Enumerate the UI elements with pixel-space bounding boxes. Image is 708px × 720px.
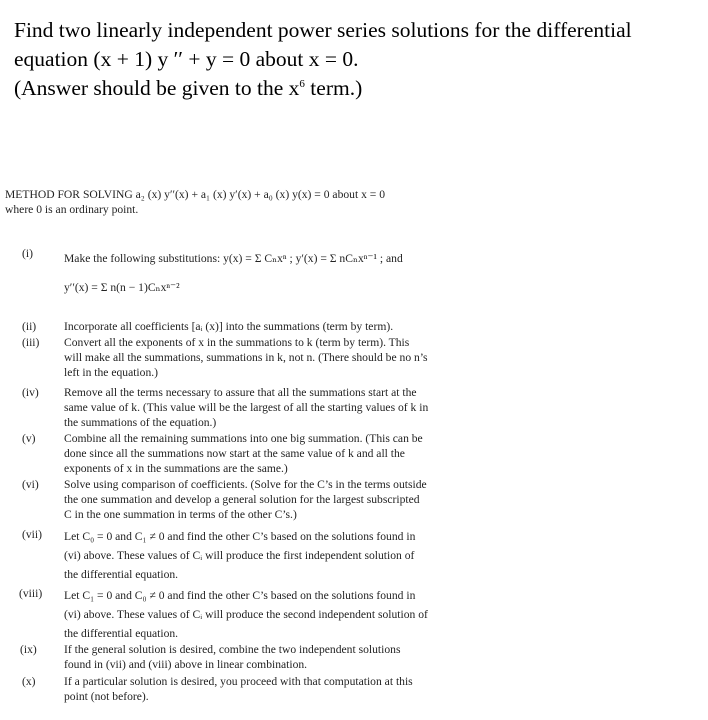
step-text [64,642,484,672]
step-text [64,431,484,476]
step-line: Incorporate all coefficients [aᵢ (x)] into the summations (term by term). [64,320,394,333]
step-line: found in (vii) and (viii) above in linear combination. [64,658,308,671]
step-text [64,385,484,430]
step-number: (x) [22,675,36,688]
step-number: (i) [22,247,33,260]
problem-line-3-end: term.) [304,76,363,100]
step-line: Make the following substitutions: y(x) = Σ Cₙxⁿ ; y′(x) = Σ nCₙxⁿ⁻¹ ; and [64,252,403,265]
step-line: the summations of the equation.) [64,416,217,429]
step-number: (iv) [22,386,39,399]
step-line: Let C₁ = 0 and C₀ ≠ 0 and find the other C’s based on the solutions found in [64,589,416,602]
step-text [64,527,484,584]
step-line: Convert all the exponents of x in the summations to k (term by term). This [64,336,410,349]
method-heading [5,187,485,217]
step-line: exponents of x in the summations are the same.) [64,462,288,475]
step-line: (vi) above. These values of Cᵢ will produce the first independent solution of [64,549,415,562]
problem-line-1: Find two linearly independent power series solutions for the differential [14,18,632,42]
method-line-1: METHOD FOR SOLVING a₂ (x) y′′(x) + a₁ (x) y′(x) + a₀ (x) y(x) = 0 about x = 0 [5,188,386,201]
step-line: Remove all the terms necessary to assure that all the summations start at the [64,386,417,399]
step-number: (vii) [22,528,42,541]
step-line: Solve using comparison of coefficients. (Solve for the C’s in the terms outside [64,478,427,491]
step-line: the one summation and develop a general solution for the largest subscripted [64,493,420,506]
step-line: C in the one summation in terms of the other C’s.) [64,508,297,521]
step-line: point (not before). [64,690,149,703]
step-text [64,319,484,334]
step-text [64,246,484,295]
step-line: If the general solution is desired, combine the two independent solutions [64,643,401,656]
problem-line-3 [14,74,704,103]
step-line: same value of k. (This value will be the largest of all the starting values of k in [64,401,429,414]
problem-line-3-text: (Answer should be given to the x [14,76,300,100]
step-text [64,335,484,380]
step-line: If a particular solution is desired, you proceed with that computation at this [64,675,413,688]
step-line: Combine all the remaining summations into one big summation. (This can be [64,432,423,445]
step-line: y′′(x) = Σ n(n − 1)Cₙxⁿ⁻² [64,281,180,294]
step-line: the differential equation. [64,568,179,581]
step-text [64,674,484,704]
problem-statement [14,16,704,103]
method-line-2: where 0 is an ordinary point. [5,203,139,216]
step-line: done since all the summations now start at the same value of k and all the [64,447,405,460]
step-line-spacer [64,266,484,280]
step-number: (iii) [22,336,40,349]
step-line: left in the equation.) [64,366,159,379]
step-number: (ix) [20,643,37,656]
step-number: (v) [22,432,36,445]
step-line: Let C₀ = 0 and C₁ ≠ 0 and find the other C’s based on the solutions found in [64,530,416,543]
step-line: the differential equation. [64,627,179,640]
step-line: (vi) above. These values of Cᵢ will produce the second independent solution of [64,608,428,621]
exponent-six: 6 [299,77,305,90]
step-number: (vi) [22,478,39,491]
problem-line-2: equation (x + 1) y ′′ + y = 0 about x = 0. [14,47,359,71]
step-number: (ii) [22,320,37,333]
step-number: (viii) [19,587,43,600]
step-text [64,477,484,522]
step-line: will make all the summations, summations in k, not n. (There should be no n’s [64,351,428,364]
step-text [64,586,484,643]
